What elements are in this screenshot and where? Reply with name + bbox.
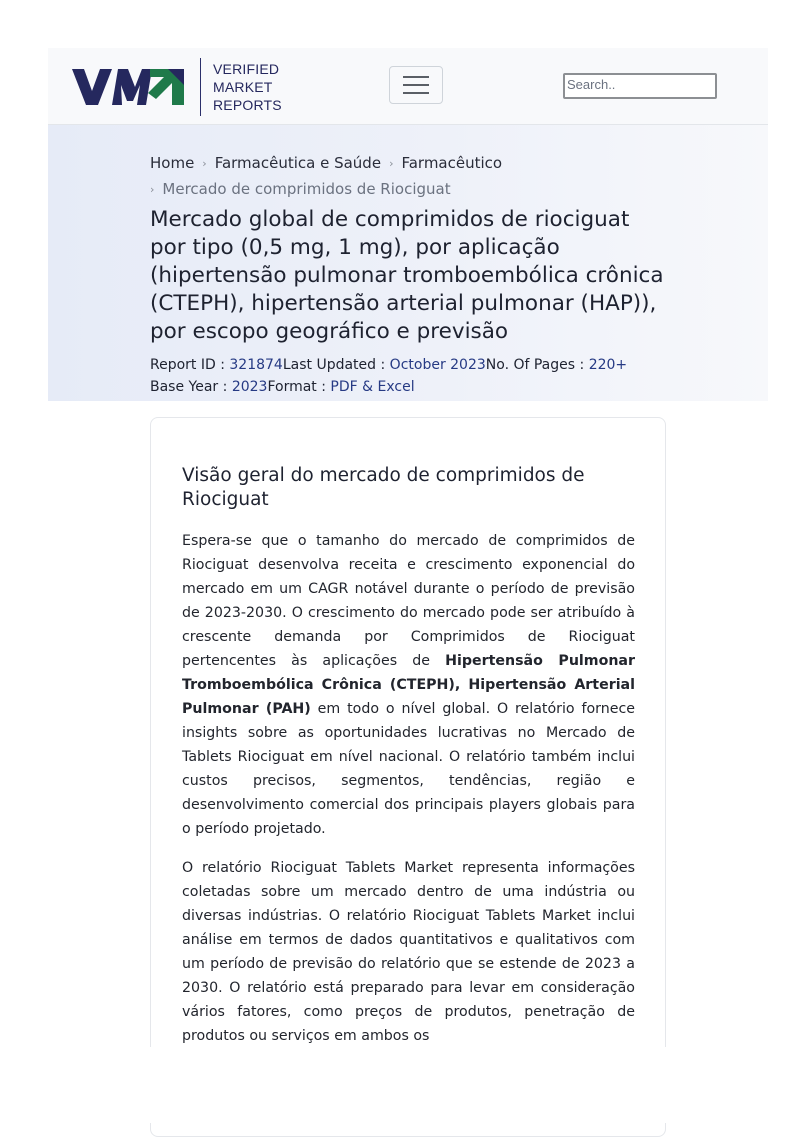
vmr-logo-icon bbox=[72, 67, 186, 107]
overview-paragraph: O relatório Riociguat Tablets Market representa informações coletadas sobre um mercado dentro de uma indústria ou diversas indústrias. O relatório Riociguat Tablets Market inclui análise em termos de dados quantitativos e qualitativos com um período de previsão do relatório que se estende de 2023 a 2030. O relatório está preparado para levar em consideração vários fatores, como preços de produtos, penetração de produtos ou serviços em ambos os bbox=[182, 860, 635, 1044]
pages-label: No. Of Pages : bbox=[485, 357, 589, 373]
format-value: PDF & Excel bbox=[330, 379, 415, 395]
breadcrumb bbox=[150, 151, 670, 203]
paragraph-text: em todo o nível global. O relatório fornece insights sobre as oportunidades lucrativas no Mercado de Tablets Riociguat em nível nacional. O relatório também inclui custos precisos, segmentos, tendências, região e desenvolvimento comercial dos principais players globais para o período projetado. bbox=[182, 701, 636, 837]
page-bottom-blank bbox=[0, 1047, 793, 1123]
chevron-right-icon: › bbox=[202, 157, 207, 170]
breadcrumb-current: Mercado de comprimidos de Riociguat bbox=[162, 180, 451, 198]
breadcrumb-category[interactable]: Farmacêutica e Saúde bbox=[214, 154, 382, 172]
paragraph-bold-text: Hipertensão Pulmonar Tromboembólica Crônica (CTEPH), Hipertensão Arterial Pulmonar (PAH) bbox=[182, 653, 635, 717]
logo-divider bbox=[200, 58, 201, 116]
logo-line: VERIFIED bbox=[213, 61, 280, 77]
breadcrumb-subcategory[interactable]: Farmacêutico bbox=[401, 154, 503, 172]
site-header bbox=[48, 48, 768, 125]
overview-card bbox=[150, 417, 666, 1137]
logo-line: MARKET bbox=[213, 79, 273, 95]
hamburger-line bbox=[403, 84, 429, 86]
chevron-right-icon: › bbox=[150, 183, 155, 196]
format-label: Format : bbox=[267, 379, 331, 395]
overview-heading: Visão geral do mercado de comprimidos de Riociguat bbox=[182, 465, 585, 510]
hamburger-line bbox=[403, 76, 429, 78]
hamburger-line bbox=[403, 92, 429, 94]
paragraph-text: Espera-se que o tamanho do mercado de comprimidos de Riociguat desenvolva receita e crescimento exponencial do mercado em um CAGR notável durante o período de previsão de 2023-2030. O crescimento do mercado pode ser atribuído à crescente demanda por Comprimidos de Riociguat pertencentes às aplicações de bbox=[182, 533, 635, 669]
site-logo[interactable] bbox=[72, 58, 282, 116]
base-year-value: 2023 bbox=[231, 379, 268, 395]
overview-paragraph bbox=[182, 529, 635, 841]
page-title: Mercado global de comprimidos de riociguat por tipo (0,5 mg, 1 mg), por aplicação (hipertensão pulmonar tromboembólica crônica (CTEPH), hipertensão arterial pulmonar (HAP)), por escopo geográfico e previsão bbox=[150, 207, 664, 344]
logo-wordmark bbox=[213, 60, 282, 114]
base-year-label: Base Year : bbox=[150, 379, 232, 395]
report-id-value: 321874 bbox=[229, 357, 283, 373]
search-input[interactable]: Search.. bbox=[563, 73, 717, 99]
pages-value: 220+ bbox=[588, 357, 628, 373]
last-updated-value: October 2023 bbox=[389, 357, 486, 373]
report-id-label: Report ID : bbox=[150, 357, 230, 373]
breadcrumb-home[interactable]: Home bbox=[150, 154, 195, 172]
last-updated-label: Last Updated : bbox=[282, 357, 390, 373]
report-meta bbox=[150, 354, 710, 398]
logo-line: REPORTS bbox=[213, 97, 282, 113]
chevron-right-icon: › bbox=[389, 157, 394, 170]
hamburger-menu-button[interactable] bbox=[389, 66, 443, 104]
